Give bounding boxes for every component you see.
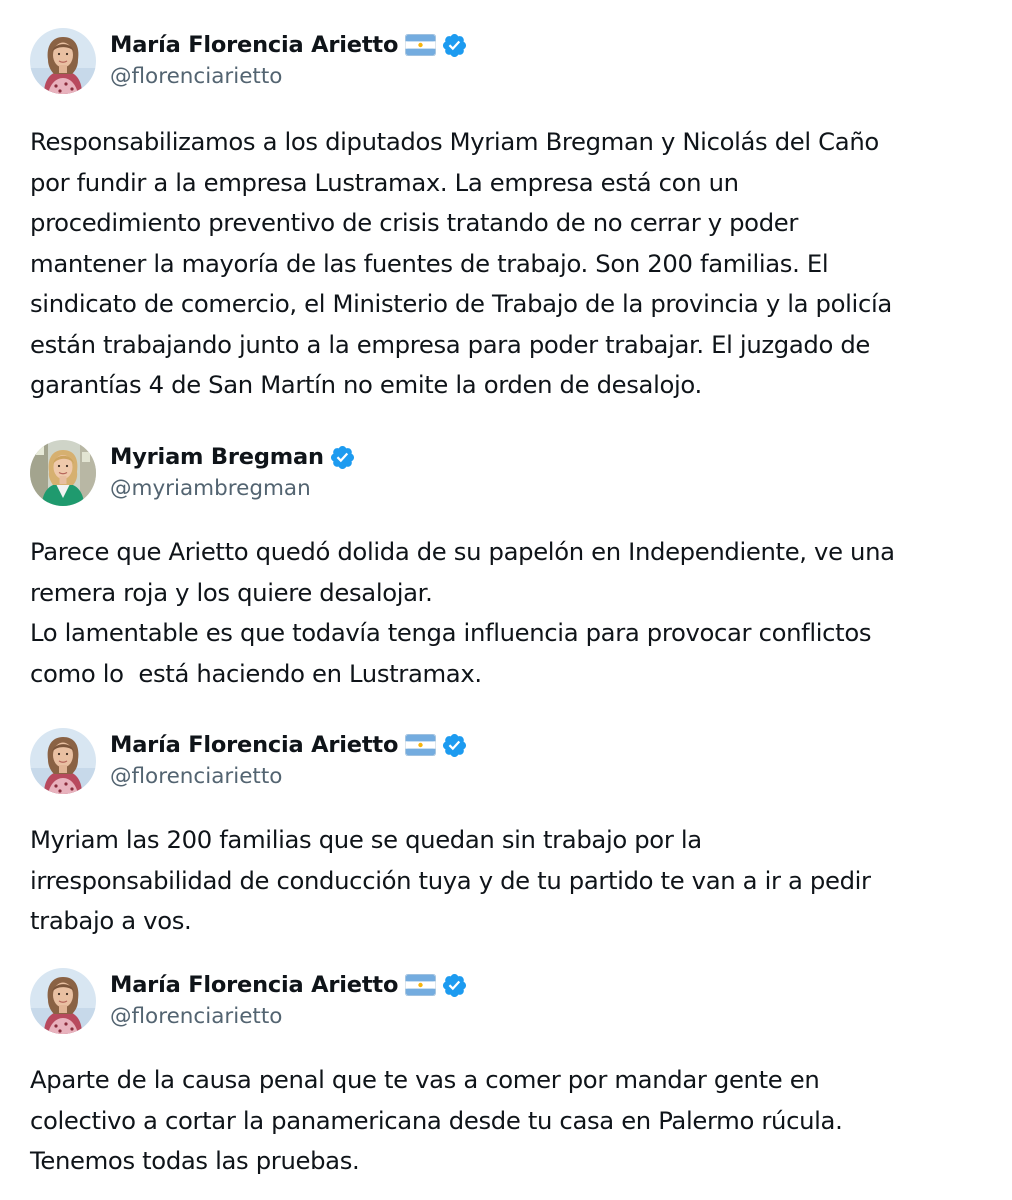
author-name-row bbox=[110, 730, 468, 760]
tweet-text-line: mantener la mayoría de las fuentes de trabajo. Son 200 familias. El bbox=[30, 248, 829, 278]
author-handle[interactable]: @myriambregman bbox=[110, 476, 311, 501]
tweet-header bbox=[0, 436, 1012, 514]
tweet-text-line: irresponsabilidad de conducción tuya y de tu partido te van a ir a pedir bbox=[30, 865, 871, 895]
tweet-1 bbox=[0, 24, 1012, 399]
tweet-text-line: procedimiento preventivo de crisis tratando de no cerrar y poder bbox=[30, 208, 799, 237]
author-name[interactable]: María Florencia Arietto bbox=[110, 732, 399, 758]
tweet-text-line: garantías 4 de San Martín no emite la orden de desalojo. bbox=[30, 370, 702, 399]
author-name-row bbox=[110, 30, 468, 60]
author-name[interactable]: Myriam Bregman bbox=[110, 444, 324, 470]
tweet-3 bbox=[0, 724, 1012, 935]
tweet-text bbox=[30, 122, 1005, 406]
tweet-4 bbox=[0, 964, 1012, 1175]
tweet-text bbox=[30, 820, 1005, 942]
avatar[interactable] bbox=[30, 968, 96, 1034]
tweet-text-line: Tenemos todas las pruebas. bbox=[30, 1146, 360, 1175]
author-name-row bbox=[110, 970, 468, 1000]
tweet-text-line: como lo está haciendo en Lustramax. bbox=[30, 658, 482, 688]
avatar[interactable] bbox=[30, 28, 96, 94]
author-handle[interactable]: @florenciarietto bbox=[110, 1004, 283, 1029]
author-handle[interactable]: @florenciarietto bbox=[110, 64, 283, 89]
tweet-text-line: Responsabilizamos a los diputados Myriam Bregman y Nicolás del Caño bbox=[30, 127, 879, 156]
argentina-flag-icon bbox=[405, 974, 436, 996]
tweet-text bbox=[30, 1060, 1005, 1182]
author-name-row bbox=[110, 442, 356, 472]
author-name[interactable]: María Florencia Arietto bbox=[110, 972, 399, 998]
verified-badge-icon[interactable] bbox=[329, 444, 356, 471]
tweet-text-line: colectivo a cortar la panamericana desde tu casa en Palermo rúcula. bbox=[30, 1105, 843, 1135]
tweet-text-line: Myriam las 200 familias que se quedan sin trabajo por la bbox=[30, 825, 702, 854]
argentina-flag-icon bbox=[405, 734, 436, 756]
author-handle[interactable]: @florenciarietto bbox=[110, 764, 283, 789]
tweet-header bbox=[0, 964, 1012, 1042]
verified-badge-icon[interactable] bbox=[441, 732, 468, 759]
tweet-text bbox=[30, 532, 1005, 694]
tweet-header bbox=[0, 24, 1012, 102]
tweet-text-line: remera roja y los quiere desalojar. bbox=[30, 577, 433, 607]
tweet-text-line: sindicato de comercio, el Ministerio de Trabajo de la provincia y la policía bbox=[30, 289, 892, 318]
argentina-flag-icon bbox=[405, 34, 436, 56]
verified-badge-icon[interactable] bbox=[441, 32, 468, 59]
tweet-header bbox=[0, 724, 1012, 802]
tweet-2 bbox=[0, 436, 1012, 688]
avatar[interactable] bbox=[30, 728, 96, 794]
author-name[interactable]: María Florencia Arietto bbox=[110, 32, 399, 58]
tweet-text-line: trabajo a vos. bbox=[30, 906, 192, 935]
tweet-text-line: por fundir a la empresa Lustramax. La empresa está con un bbox=[30, 167, 739, 197]
tweet-text-line: Parece que Arietto quedó dolida de su papelón en Independiente, ve una bbox=[30, 537, 895, 566]
verified-badge-icon[interactable] bbox=[441, 972, 468, 999]
tweet-text-line: Aparte de la causa penal que te vas a comer por mandar gente en bbox=[30, 1065, 820, 1094]
avatar[interactable] bbox=[30, 440, 96, 506]
tweet-text-line: están trabajando junto a la empresa para poder trabajar. El juzgado de bbox=[30, 329, 871, 359]
tweet-text-line: Lo lamentable es que todavía tenga influencia para provocar conflictos bbox=[30, 618, 872, 647]
